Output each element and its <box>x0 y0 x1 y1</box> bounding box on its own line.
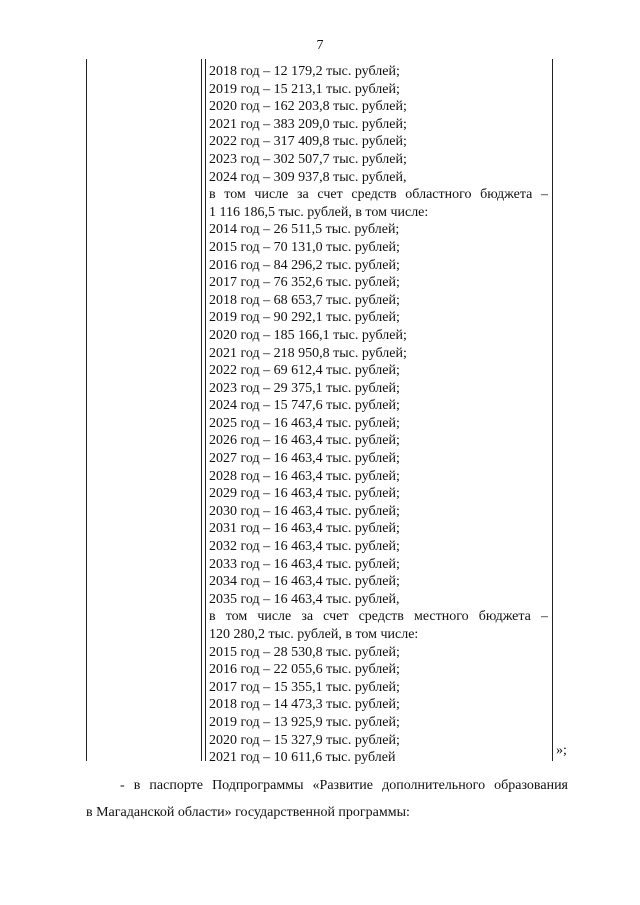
funding-line: 2026 год – 16 463,4 тыс. рублей; <box>209 433 400 449</box>
funding-line: 2015 год – 28 530,8 тыс. рублей; <box>209 644 400 660</box>
funding-line: 2022 год – 69 612,4 тыс. рублей; <box>209 363 400 379</box>
funding-line: 2017 год – 76 352,6 тыс. рублей; <box>209 275 400 291</box>
funding-line: 2034 год – 16 463,4 тыс. рублей; <box>209 574 400 590</box>
table-border-left <box>86 59 87 761</box>
funding-line: 2031 год – 16 463,4 тыс. рублей; <box>209 521 400 537</box>
funding-line: 2021 год – 383 209,0 тыс. рублей; <box>209 116 407 132</box>
funding-line: 2030 год – 16 463,4 тыс. рублей; <box>209 503 400 519</box>
funding-line: 2021 год – 218 950,8 тыс. рублей; <box>209 345 407 361</box>
funding-line: 2018 год – 12 179,2 тыс. рублей; <box>209 64 400 79</box>
funding-line: 2017 год – 15 355,1 тыс. рублей; <box>209 679 400 695</box>
funding-line: в том числе за счет средств областного бюджета – <box>209 187 548 203</box>
funding-line: 2015 год – 70 131,0 тыс. рублей; <box>209 239 400 255</box>
funding-line: 1 116 186,5 тыс. рублей, в том числе: <box>209 204 429 220</box>
funding-line: в том числе за счет средств местного бюджета – <box>209 609 548 625</box>
funding-line: 2020 год – 162 203,8 тыс. рублей; <box>209 99 407 115</box>
funding-line: 2024 год – 309 937,8 тыс. рублей, <box>209 169 407 185</box>
funding-line: 2024 год – 15 747,6 тыс. рублей; <box>209 398 400 414</box>
funding-line: 2019 год – 13 925,9 тыс. рублей; <box>209 714 400 730</box>
funding-line: 2033 год – 16 463,4 тыс. рублей; <box>209 556 400 572</box>
funding-line: 2019 год – 15 213,1 тыс. рублей; <box>209 81 400 97</box>
funding-lines-list <box>209 63 552 767</box>
funding-line: 120 280,2 тыс. рублей, в том числе: <box>209 627 419 642</box>
funding-line: 2025 год – 16 463,4 тыс. рублей; <box>209 415 400 431</box>
table-border-column-divider-b <box>205 59 206 761</box>
funding-line: 2016 год – 22 055,6 тыс. рублей; <box>209 662 400 678</box>
table-border-right <box>552 59 553 761</box>
funding-line: 2018 год – 68 653,7 тыс. рублей; <box>209 292 400 308</box>
funding-line: 2020 год – 185 166,1 тыс. рублей; <box>209 327 407 343</box>
funding-line: 2022 год – 317 409,8 тыс. рублей; <box>209 134 407 150</box>
funding-line: 2028 год – 16 463,4 тыс. рублей; <box>209 468 400 484</box>
page-number: 7 <box>316 38 324 53</box>
funding-line: 2023 год – 29 375,1 тыс. рублей; <box>209 380 400 396</box>
funding-line: 2035 год – 16 463,4 тыс. рублей, <box>209 591 400 607</box>
funding-line: 2032 год – 16 463,4 тыс. рублей; <box>209 539 400 555</box>
funding-line: 2019 год – 90 292,1 тыс. рублей; <box>209 310 400 326</box>
funding-line: 2023 год – 302 507,7 тыс. рублей; <box>209 151 407 167</box>
paragraph-subprogram-continuation: в Магаданской области» государственной программы: <box>86 805 410 820</box>
funding-line: 2029 год – 16 463,4 тыс. рублей; <box>209 486 400 502</box>
closing-quote-mark: »; <box>556 743 567 758</box>
paragraph-subprogram-passport: - в паспорте Подпрограммы «Развитие дополнительного образования <box>120 778 568 793</box>
funding-line: 2027 год – 16 463,4 тыс. рублей; <box>209 451 400 467</box>
funding-line: 2016 год – 84 296,2 тыс. рублей; <box>209 257 400 273</box>
funding-line: 2018 год – 14 473,3 тыс. рублей; <box>209 697 400 713</box>
funding-line: 2020 год – 15 327,9 тыс. рублей; <box>209 732 400 748</box>
funding-line: 2021 год – 10 611,6 тыс. рублей <box>209 750 396 766</box>
table-border-column-divider-a <box>201 59 202 761</box>
funding-line: 2014 год – 26 511,5 тыс. рублей; <box>209 222 400 238</box>
